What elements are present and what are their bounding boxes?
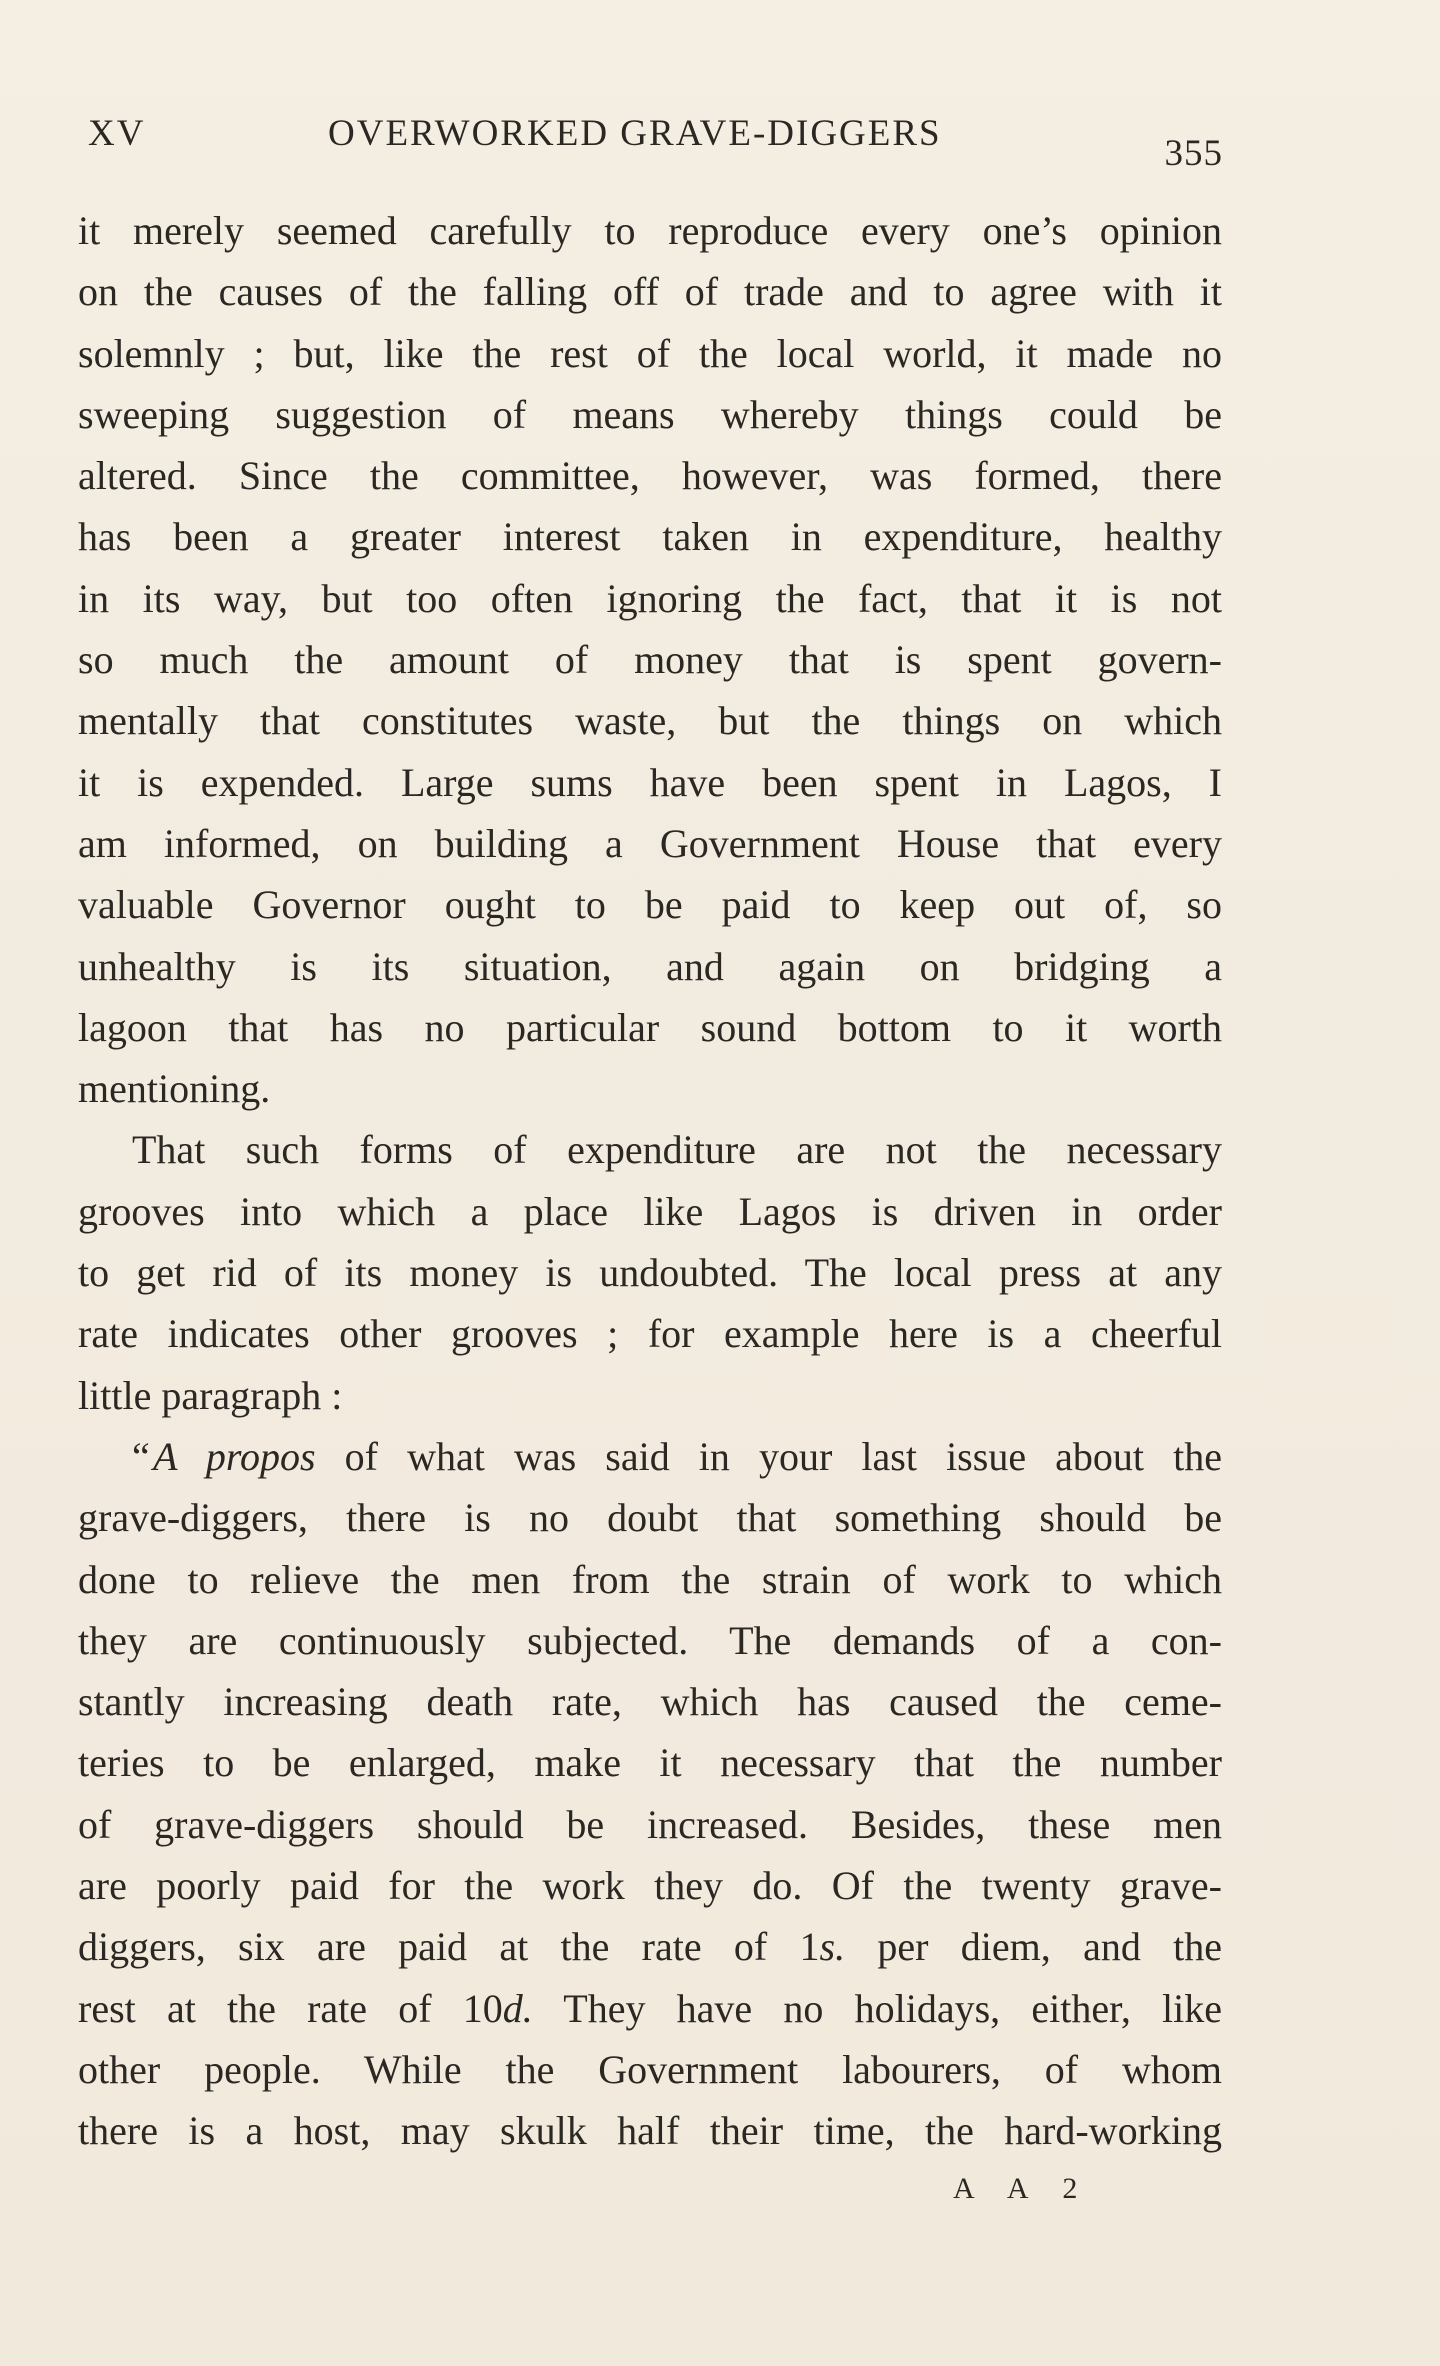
text-line: in its way, but too often ignoring the fact, that it is not: [78, 575, 1222, 621]
printer-signature-mark: A A 2: [953, 2172, 1092, 2205]
chapter-signature: XV: [88, 113, 146, 154]
text-line: lagoon that has no particular sound bottom to it worth: [78, 1004, 1222, 1050]
text-line: so much the amount of money that is spent govern-: [78, 637, 1222, 683]
open-quote-mark: “: [132, 1433, 150, 1479]
text-line: grooves into which a place like Lagos is driven in order: [78, 1188, 1222, 1234]
text-line: to get rid of its money is undoubted. The local press at any: [78, 1250, 1222, 1296]
text-line: mentally that constitutes waste, but the things on which: [78, 698, 1222, 744]
text-line: on the causes of the falling off of trade and to agree with it: [78, 269, 1222, 315]
text-line: other people. While the Government labourers, of whom: [78, 2046, 1222, 2092]
quote-line-rest: of what was said in your last issue about the: [315, 1433, 1223, 1479]
text-segment: diggers, six are paid at the rate of 1: [78, 1924, 820, 1970]
text-line: am informed, on building a Government House that every: [78, 820, 1222, 866]
text-line: done to relieve the men from the strain of work to which: [78, 1556, 1222, 1602]
text-line: sweeping suggestion of means whereby things could be: [78, 391, 1222, 437]
text-line: it is expended. Large sums have been spent in Lagos, I: [78, 759, 1222, 805]
currency-unit: d.: [502, 1985, 533, 2031]
text-line: of grave-diggers should be increased. Besides, these men: [78, 1801, 1222, 1847]
text-line-pence: [78, 1978, 1222, 2039]
text-line: it merely seemed carefully to reproduce every one’s opinion: [78, 208, 1222, 253]
text-line: unhealthy is its situation, and again on bridging a: [78, 943, 1222, 989]
body-text: [78, 200, 1222, 2162]
text-line: grave-diggers, there is no doubt that something should be: [78, 1495, 1222, 1541]
quote-first-line: [78, 1426, 1222, 1487]
running-header: [88, 112, 1223, 172]
text-line: there is a host, may skulk half their time, the hard-working: [78, 2108, 1222, 2154]
text-line: has been a greater interest taken in expenditure, healthy: [78, 514, 1222, 560]
running-title: OVERWORKED GRAVE-DIGGERS: [328, 113, 942, 154]
text-segment: rest at the rate of 10: [78, 1985, 503, 2031]
text-line: solemnly ; but, like the rest of the local world, it made no: [78, 330, 1222, 376]
text-line: valuable Governor ought to be paid to keep out of, so: [78, 882, 1222, 928]
text-segment: per diem, and the: [845, 1924, 1222, 1970]
text-line: little paragraph :: [78, 1372, 343, 1418]
text-line: mentioning.: [78, 1066, 271, 1112]
text-line: they are continuously subjected. The demands of a con-: [78, 1617, 1222, 1663]
text-line: altered. Since the committee, however, was formed, there: [78, 453, 1222, 499]
text-line: stantly increasing death rate, which has caused the ceme-: [78, 1679, 1222, 1725]
text-line: rate indicates other grooves ; for example here is a cheerful: [78, 1311, 1222, 1357]
italic-phrase: A propos: [153, 1433, 316, 1479]
text-segment: They have no holidays, either, like: [532, 1985, 1223, 2031]
text-line-shilling: [78, 1916, 1222, 1977]
currency-unit: s.: [819, 1924, 846, 1970]
page-number: 355: [1164, 133, 1223, 174]
text-line: That such forms of expenditure are not the necessary: [132, 1127, 1222, 1173]
text-line: are poorly paid for the work they do. Of the twenty grave-: [78, 1863, 1222, 1909]
text-line: teries to be enlarged, make it necessary that the number: [78, 1740, 1222, 1786]
